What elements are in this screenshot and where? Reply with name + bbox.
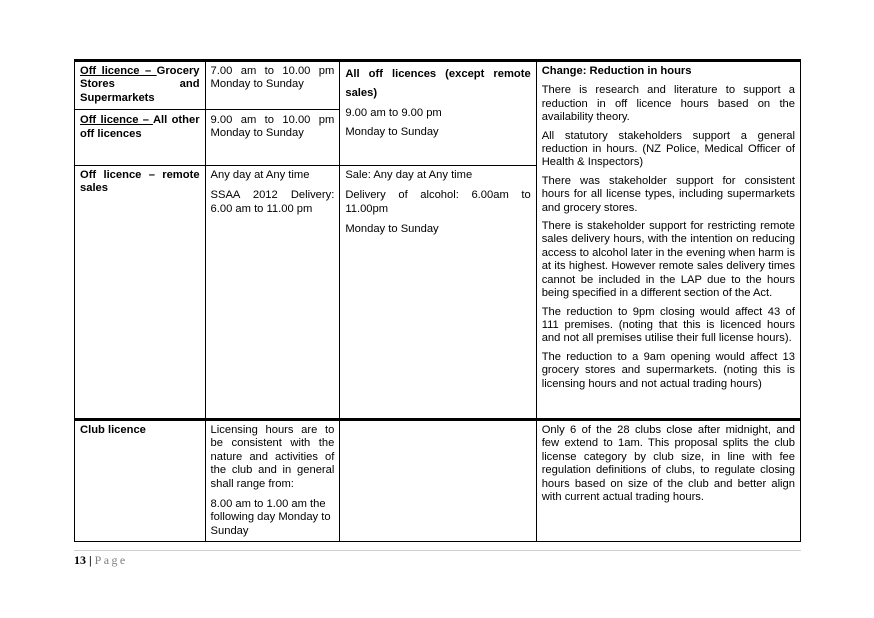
licence-type-remote: Off licence – remote sales xyxy=(80,169,200,195)
change-paragraph: All statutory stakeholders support a general reduction in hours. (NZ Police, Medical Officer of Health & Inspectors) xyxy=(541,129,795,169)
licence-type-cell xyxy=(75,61,206,166)
change-paragraph: There was stakeholder support for consistent hours for all license types, including supermarkets and grocery stores. xyxy=(541,174,795,214)
proposed-hours-heading: All off licences (except remote sales) xyxy=(345,68,531,99)
licence-type-grocery: Off licence – Grocery Stores and Supermarkets xyxy=(80,65,200,104)
proposed-hours-line: Monday to Sunday xyxy=(345,223,439,236)
change-paragraph: The reduction to a 9am opening would affect 13 grocery stores and supermarkets. (noting this is licensing hours and not actual trading hours) xyxy=(541,350,795,390)
proposed-hours-cell xyxy=(340,166,536,420)
licence-type-cell xyxy=(75,166,206,420)
current-hours-other: 9.00 am to 10.00 pm Monday to Sunday xyxy=(210,114,335,140)
licensing-hours-table xyxy=(74,59,801,542)
cell-divider xyxy=(75,109,205,110)
proposed-hours-line: Sale: Any day at Any time xyxy=(345,169,473,181)
change-paragraph: There is stakeholder support for restricting remote sales delivery hours, with the intention on reducing access to alcohol later in the evening when harm is at its highest. However remote sales delivery times cannot be included in the LAP due to the hours being specified in a different section of the Act. xyxy=(541,220,795,300)
footer-rule xyxy=(74,550,801,551)
change-heading: Change: Reduction in hours xyxy=(541,65,692,77)
page-label: Page xyxy=(94,553,128,567)
club-rationale: Only 6 of the 28 clubs close after midnight, and few extend to 1am. This proposal splits the club license category by club size, in line with fee regulation definitions of clubs, to regulate closing hours based on size of the club and better align with current actual trading hours. xyxy=(541,424,795,504)
page-footer xyxy=(74,553,128,568)
change-rationale-cell xyxy=(536,61,800,420)
current-hours-line: 8.00 am to 1.00 am the following day Monday to Sunday xyxy=(210,498,331,537)
licence-type-club: Club licence xyxy=(80,424,146,436)
current-hours-line: Any day at Any time xyxy=(210,169,310,181)
proposed-hours-cell xyxy=(340,61,536,166)
page-separator: | xyxy=(89,553,92,567)
current-hours-line: SSAA 2012 Delivery: 6.00 am to 11.00 pm xyxy=(210,189,335,215)
current-hours-line: Licensing hours are to be consistent with the nature and activities of the club and in general shall range from: xyxy=(210,424,335,490)
current-hours-cell xyxy=(205,61,340,166)
change-paragraph: There is research and literature to support a reduction in off licence hours based on the availability theory. xyxy=(541,84,795,124)
page-number: 13 xyxy=(74,553,86,567)
proposed-hours-line: Delivery of alcohol: 6.00am to 11.00pm xyxy=(345,189,531,215)
licence-type-cell xyxy=(75,420,206,542)
current-hours-grocery: 7.00 am to 10.00 pm Monday to Sunday xyxy=(210,65,335,91)
cell-divider xyxy=(206,109,340,110)
proposed-hours-cell xyxy=(340,420,536,542)
proposed-hours-line: Monday to Sunday xyxy=(345,126,439,139)
change-rationale-cell xyxy=(536,420,800,542)
current-hours-cell xyxy=(205,166,340,420)
proposed-hours-line: 9.00 am to 9.00 pm xyxy=(345,107,442,119)
current-hours-cell xyxy=(205,420,340,542)
change-paragraph: The reduction to 9pm closing would affect 43 of 111 premises. (noting that this is licenced hours and not all premises utilise their full license hours). xyxy=(541,305,795,345)
table-row xyxy=(75,420,801,542)
table-row xyxy=(75,61,801,166)
licence-type-other: Off licence – All other off licences xyxy=(80,114,200,140)
